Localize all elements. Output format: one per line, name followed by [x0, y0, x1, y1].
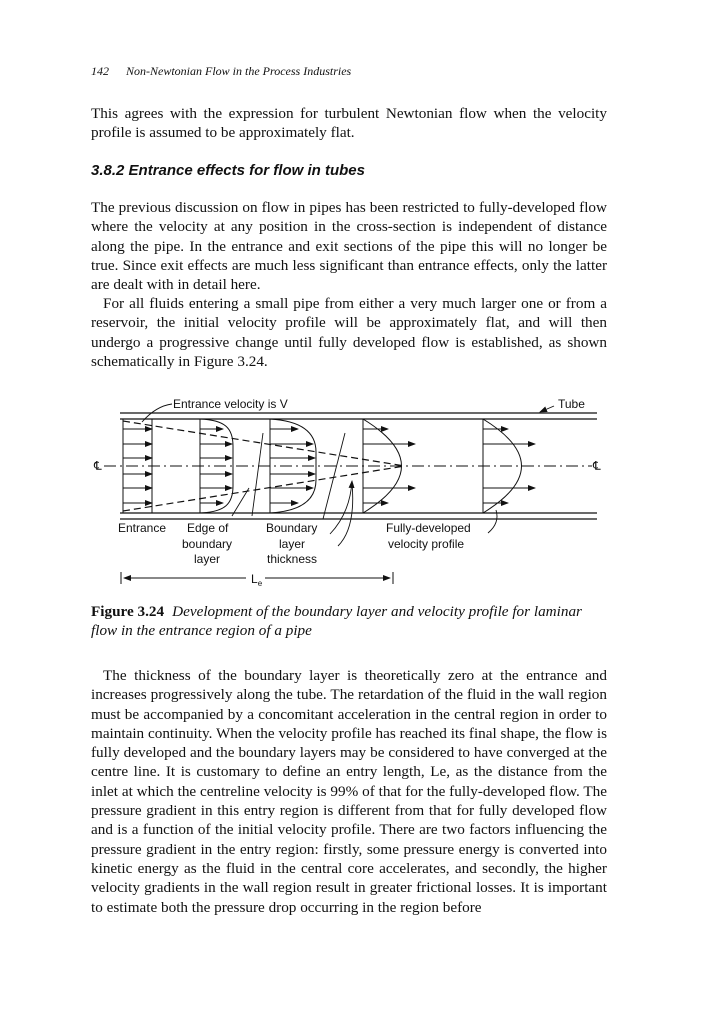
centreline-symbol-right: ℄: [593, 459, 601, 473]
label-fully-developed: Fully-developed: [386, 521, 471, 535]
centreline-symbol-left: ℄: [94, 459, 102, 473]
label-bl-layer: layer: [279, 537, 306, 551]
figure-caption: [91, 602, 611, 641]
label-entrance-velocity: Entrance velocity is V: [173, 397, 288, 411]
book-title: Non-Newtonian Flow in the Process Industries: [126, 64, 352, 78]
label-tube: Tube: [558, 397, 585, 411]
body-paragraph: The thickness of the boundary layer is theoretically zero at the entrance and increases progressively along the tube. The retardation of the fluid in the wall region must be accompanied by a concomitant acceleration in the central region in order to maintain continuity. When the velocity profile has reached its final shape, the flow is fully developed and the boundary layers may be considered to have converged at the centre line. It is customary to define an entry length, Le, as the distance from the inlet at which the centreline velocity is 99% of that for the fully-developed flow. The pressure gradient in this entry region is different from that for fully developed flow and is a function of the initial velocity profile. There are two factors influencing the pressure gradient in the entry region: firstly, some pressure energy is converted into kinetic energy as the fluid in the central core accelerates, and secondly, the higher velocity gradients in the wall region result in greater frictional losses. It is important to estimate both the pressure drop occurring in the region before: [91, 667, 607, 916]
figure-3-24: [80, 388, 620, 598]
label-entry-length: $L_e$: [251, 572, 263, 588]
section-paragraph-2: For all fluids entering a small pipe from either a very much larger one or from a reservoir, the initial velocity profile will be approximately flat, and will then undergo a progressive change until fully developed flow is established, as shown schematically in Figure 3.24.: [91, 295, 607, 370]
caption-text: Development of the boundary layer and velocity profile for laminar flow in the entrance region of a pipe: [91, 603, 582, 640]
caption-number: Figure 3.24: [91, 603, 165, 620]
label-bl-boundary: Boundary: [266, 521, 318, 535]
label-boundary: boundary: [182, 537, 233, 551]
section-paragraph-1: The previous discussion on flow in pipes has been restricted to fully-developed flow where the velocity at any position in the cross-section is independent of distance along the pipe. In the entrance and exit sections of the pipe this will no longer be true. Since exit effects are much less significant than entrance effects, only the latter are dealt with in detail here.: [91, 199, 607, 294]
section-heading: 3.8.2 Entrance effects for flow in tubes: [91, 162, 365, 179]
label-velocity-profile: velocity profile: [388, 537, 465, 551]
label-entrance: Entrance: [118, 521, 167, 535]
intro-paragraph: This agrees with the expression for turbulent Newtonian flow when the velocity profile is assumed to be approximately flat.: [91, 105, 607, 142]
page-number: 142: [91, 64, 109, 78]
label-layer: layer: [194, 552, 221, 566]
label-edge-of: Edge of: [187, 521, 229, 535]
label-bl-thickness: thickness: [267, 552, 318, 566]
running-header: [91, 64, 351, 79]
boundary-layer-diagram: [80, 388, 620, 598]
